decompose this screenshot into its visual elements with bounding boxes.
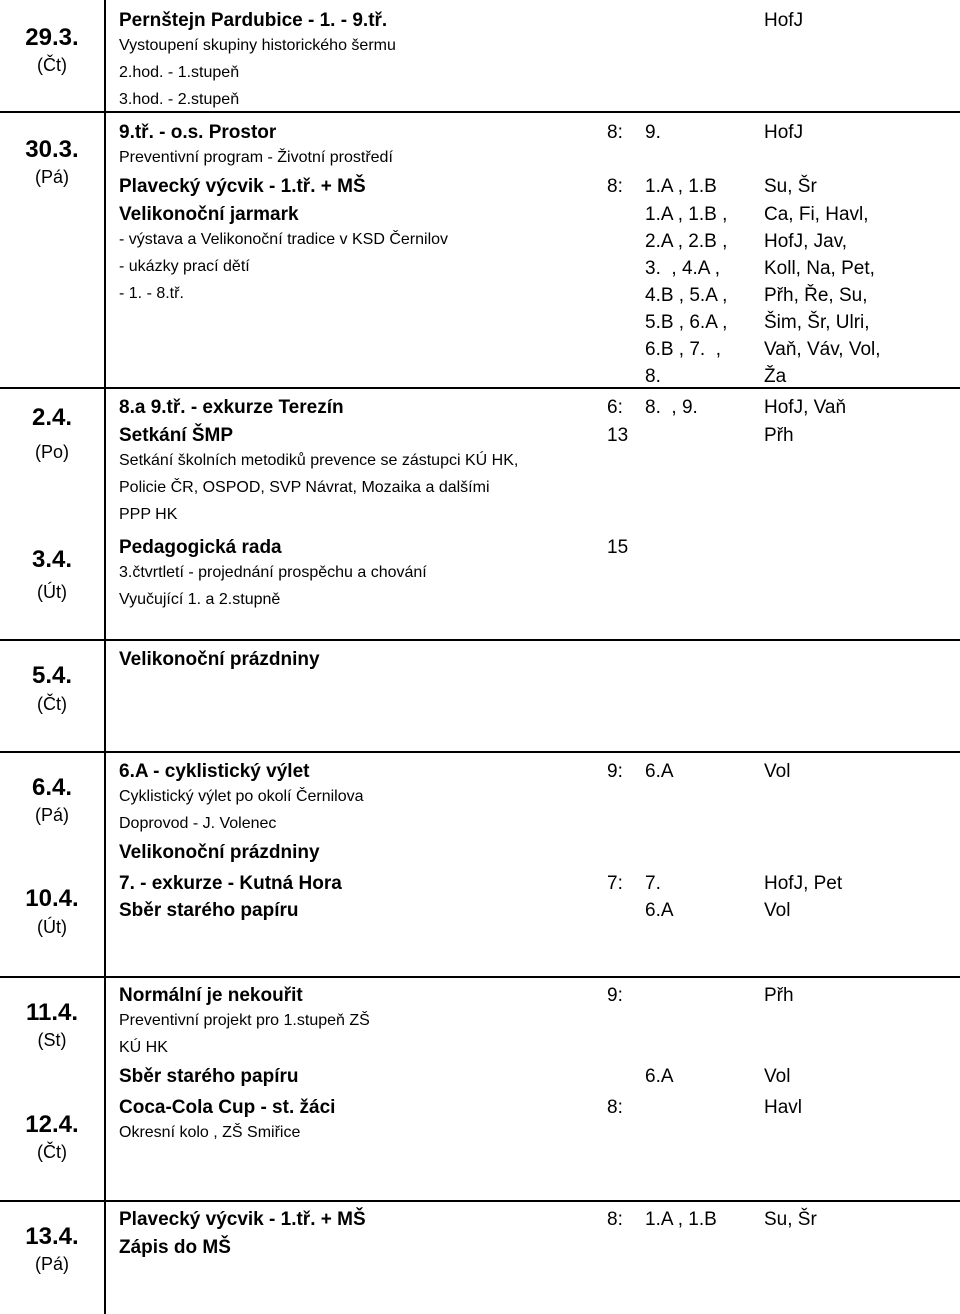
- event-staff: Su, Šr: [764, 1209, 817, 1230]
- event-staff: HofJ: [764, 122, 804, 143]
- event-time: 13: [607, 425, 629, 446]
- event-detail: Setkání školních metodiků prevence se zástupci KÚ HK,: [119, 452, 519, 469]
- day-weekday: (Pá): [34, 167, 69, 187]
- event-detail: - ukázky prací dětí: [119, 258, 250, 275]
- event-detail: Preventivní projekt pro 1.stupeň ZŠ: [119, 1012, 370, 1029]
- event-time: 8:: [607, 176, 623, 197]
- event-time: 8:: [607, 1209, 623, 1230]
- event-time: 7:: [607, 873, 623, 894]
- event-staff: Koll, Na, Pet,: [764, 258, 875, 279]
- event-title: Pernštejn Pardubice - 1. - 9.tř.: [119, 10, 388, 31]
- event-classes: 4.B , 5.A ,: [645, 285, 728, 306]
- event-classes: 6.A: [645, 761, 674, 782]
- day-date: 30.3.: [25, 136, 79, 163]
- event-staff: Vaň, Váv, Vol,: [764, 339, 881, 360]
- column-divider: [104, 753, 106, 976]
- separator: [0, 387, 960, 389]
- separator: [0, 976, 960, 978]
- event-staff: Ža: [764, 366, 787, 387]
- event-staff: Vol: [764, 900, 791, 921]
- day-weekday: (Čt): [37, 694, 67, 714]
- separator: [0, 751, 960, 753]
- event-detail: Vystoupení skupiny historického šermu: [119, 37, 396, 54]
- day-date: 6.4.: [31, 774, 73, 801]
- event-title: Pedagogická rada: [119, 537, 282, 558]
- event-detail: 3.hod. - 2.stupeň: [119, 91, 240, 108]
- event-title: 9.tř. - o.s. Prostor: [119, 122, 277, 143]
- column-divider: [104, 641, 106, 751]
- event-classes: 7.: [645, 873, 661, 894]
- column-divider: [104, 0, 106, 111]
- day-date: 2.4.: [31, 404, 73, 431]
- event-time: 6:: [607, 397, 623, 418]
- event-classes: 2.A , 2.B ,: [645, 231, 728, 252]
- event-classes: 1.A , 1.B: [645, 1209, 717, 1230]
- event-staff: Havl: [764, 1097, 803, 1118]
- event-detail: Vyučující 1. a 2.stupně: [119, 591, 281, 608]
- event-detail: Preventivní program - Životní prostředí: [119, 149, 393, 166]
- event-classes: 6.A: [645, 1066, 674, 1087]
- event-time: 8:: [607, 1097, 623, 1118]
- day-weekday: (Út): [37, 582, 67, 602]
- event-detail: 2.hod. - 1.stupeň: [119, 64, 240, 81]
- event-title: Velikonoční prázdniny: [119, 842, 320, 863]
- event-title: 8.a 9.tř. - exkurze Terezín: [119, 397, 344, 418]
- separator: [0, 111, 960, 113]
- event-staff: HofJ, Jav,: [764, 231, 848, 252]
- event-title: Velikonoční prázdniny: [119, 649, 320, 670]
- event-classes: 1.A , 1.B ,: [645, 204, 728, 225]
- event-classes: 1.A , 1.B: [645, 176, 717, 197]
- event-title: Plavecký výcvik - 1.tř. + MŠ: [119, 176, 366, 197]
- column-divider: [104, 113, 106, 387]
- event-detail: Doprovod - J. Volenec: [119, 815, 277, 832]
- event-staff: Přh: [764, 425, 794, 446]
- day-date: 5.4.: [31, 662, 73, 689]
- event-classes: 3. , 4.A ,: [645, 258, 720, 279]
- day-date: 11.4.: [25, 999, 79, 1026]
- day-date: 10.4.: [25, 885, 79, 912]
- event-detail: Cyklistický výlet po okolí Černilova: [119, 788, 364, 805]
- event-title: Setkání ŠMP: [119, 425, 234, 446]
- separator: [0, 1200, 960, 1202]
- event-detail: Policie ČR, OSPOD, SVP Návrat, Mozaika a dalšími: [119, 479, 490, 496]
- event-detail: Okresní kolo , ZŠ Smiřice: [119, 1124, 301, 1141]
- event-detail: 3.čtvrtletí - projednání prospěchu a chování: [119, 564, 427, 581]
- day-weekday: (Pá): [34, 805, 69, 825]
- column-divider: [104, 978, 106, 1200]
- day-date: 13.4.: [25, 1223, 79, 1250]
- event-classes: 6.B , 7. ,: [645, 339, 722, 360]
- event-detail: KÚ HK: [119, 1039, 168, 1056]
- event-time: 8:: [607, 122, 623, 143]
- column-divider: [104, 389, 106, 639]
- event-title: Normální je nekouřit: [119, 985, 303, 1006]
- day-weekday: (Út): [37, 917, 67, 937]
- event-classes: 5.B , 6.A ,: [645, 312, 728, 333]
- event-time: 9:: [607, 761, 623, 782]
- event-staff: Vol: [764, 761, 791, 782]
- day-date: 12.4.: [25, 1111, 79, 1138]
- event-staff: HofJ: [764, 10, 804, 31]
- event-staff: Ca, Fi, Havl,: [764, 204, 869, 225]
- event-title: Sběr starého papíru: [119, 1066, 299, 1087]
- column-divider: [104, 1202, 106, 1314]
- day-date: 29.3.: [25, 24, 79, 51]
- event-detail: - 1. - 8.tř.: [119, 285, 184, 302]
- event-classes: 8. , 9.: [645, 397, 698, 418]
- event-title: Velikonoční jarmark: [119, 204, 299, 225]
- event-staff: Přh, Ře, Su,: [764, 285, 868, 306]
- event-staff: Přh: [764, 985, 794, 1006]
- event-classes: 9.: [645, 122, 661, 143]
- day-weekday: (Pá): [34, 1254, 69, 1274]
- day-weekday: (Čt): [37, 1142, 67, 1162]
- event-time: 9:: [607, 985, 623, 1006]
- event-classes: 6.A: [645, 900, 674, 921]
- event-title: Zápis do MŠ: [119, 1237, 231, 1258]
- event-title: 6.A - cyklistický výlet: [119, 761, 310, 782]
- day-date: 3.4.: [31, 546, 73, 573]
- event-detail: - výstava a Velikonoční tradice v KSD Černilov: [119, 231, 449, 248]
- event-staff: Šim, Šr, Ulri,: [764, 312, 870, 333]
- event-staff: Su, Šr: [764, 176, 817, 197]
- event-staff: Vol: [764, 1066, 791, 1087]
- event-title: Plavecký výcvik - 1.tř. + MŠ: [119, 1209, 366, 1230]
- event-staff: HofJ, Vaň: [764, 397, 847, 418]
- event-detail: PPP HK: [119, 506, 178, 523]
- separator: [0, 639, 960, 641]
- day-weekday: (St): [37, 1030, 67, 1050]
- event-title: Sběr starého papíru: [119, 900, 299, 921]
- event-title: 7. - exkurze - Kutná Hora: [119, 873, 342, 894]
- event-classes: 8.: [645, 366, 661, 387]
- event-staff: HofJ, Pet: [764, 873, 843, 894]
- event-title: Coca-Cola Cup - st. žáci: [119, 1097, 336, 1118]
- event-time: 15: [607, 537, 629, 558]
- day-weekday: (Čt): [37, 55, 67, 75]
- day-weekday: (Po): [34, 442, 69, 462]
